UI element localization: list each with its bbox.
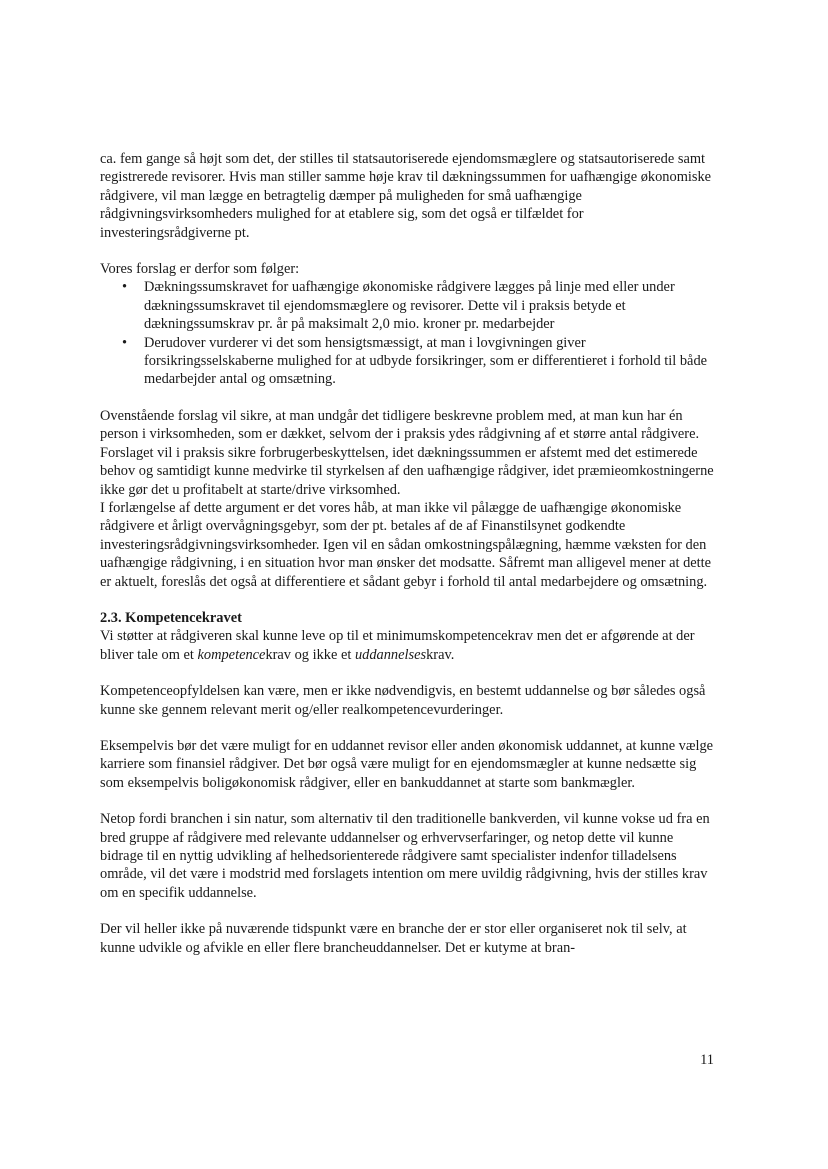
section-intro-part-a: Vi støtter at rådgiveren skal kunne leve op til et minimumskompetencekrav men det er afgørende at der bliver tale om et: [100, 628, 695, 663]
emphasis-uddannelses: uddannelses: [354, 646, 427, 663]
list-item: [100, 278, 714, 333]
list-item-text: Derudover vurderer vi det som hensigtsmæssigt, at man i lovgivningen giver forsikringsselskaberne mulighed for at udbyde forsikringer, som er differentieret i forhold til både medarbejder antal og omsætning.: [144, 334, 708, 388]
proposal-list: [100, 278, 714, 388]
paragraph-3: Ovenstående forslag vil sikre, at man undgår det tidligere beskrevne problem med, at man kun har én person i virksomheden, som er dækket, selvom der i praksis ydes rådgivning af et større antal rådgivere. Forslaget vil i praksis sikre forbrugerbeskyttelsen, idet dækningssummen er afstemt med det estimerede behov og samtidigt kunne medvirke til styrkelsen af den uafhængige rådgiver, idet præmieomkostningerne ikke gør det u profitabelt at starte/drive virksomhed.: [100, 407, 714, 498]
section-heading: 2.3. Kompetencekravet: [100, 609, 242, 626]
bullet-symbol: •: [122, 279, 128, 296]
section-intro: [100, 627, 714, 664]
list-item: [100, 334, 714, 389]
proposal-intro: Vores forslag er derfor som følger:: [100, 261, 300, 278]
page-number: 11: [700, 1052, 714, 1068]
paragraph-1: ca. fem gange så højt som det, der stilles til statsautoriserede ejendomsmæglere og statsautoriserede samt registrerede revisorer. Hvis man stiller samme høje krav til dækningssummen for uafhængige økonomiske rådgivere, vil man lægge en betragtelig dæmper på muligheden for små uafhængige rådgivningsvirksomheders mulighed for at etablere sig, som det også er tilfældet for investeringsrådgiverne pt.: [100, 151, 712, 241]
page-content: [100, 150, 714, 957]
section-intro-part-c: krav.: [426, 646, 455, 663]
section-intro-part-b: krav og ikke et: [265, 646, 355, 663]
paragraph-6: Eksempelvis bør det være muligt for en uddannet revisor eller anden økonomisk uddannet, at kunne vælge karriere som finansiel rådgiver. Det bør også være muligt for en ejendomsmægler at kunne nedsætte sig som eksempelvis boligøkonomisk rådgiver, eller en bankuddannet at starte som bankmægler.: [100, 737, 714, 791]
bullet-symbol: •: [122, 334, 128, 351]
emphasis-kompetence: kompetence: [197, 646, 266, 663]
paragraph-8: Der vil heller ikke på nuværende tidspunkt være en branche der er stor eller organiseret nok til selv, at kunne udvikle og afvikle en eller flere brancheuddannelser. Det er kutyme at bran-: [100, 921, 687, 956]
paragraph-7: Netop fordi branchen i sin natur, som alternativ til den traditionelle bankverden, vil kunne vokse ud fra en bred gruppe af rådgivere med relevante uddannelser og erhvervserfaringer, og netop dette vil kunne bidrage til en nyttig udvikling af helhedsorienterede rådgivere samt specialister indenfor tilladelsens område, vil det være i modstrid med forslagets intention om mere uvildig rådgivning, hvis der stilles krav om en specifik uddannelse.: [100, 811, 710, 901]
list-item-text: Dækningssumskravet for uafhængige økonomiske rådgivere lægges på linje med eller under dækningssumskravet til ejendomsmæglere og revisorer. Dette vil i praksis betyde et dækningssumskrav pr. år på maksimalt 2,0 mio. kroner pr. medarbejder: [144, 279, 675, 333]
paragraph-5: Kompetenceopfyldelsen kan være, men er ikke nødvendigvis, en bestemt uddannelse og bør således også kunne ske gennem relevant merit og/eller realkompetencevurderinger.: [100, 683, 706, 718]
paragraph-4: I forlængelse af dette argument er det vores håb, at man ikke vil pålægge de uafhængige økonomiske rådgivere et årligt overvågningsgebyr, som der pt. betales af de af Finanstilsynet godkendte investeringsrådgivningsvirksomheder. Igen vil en sådan omkostningspålægning, hæmme væksten for den uafhængige rådgivning, i en situation hvor man ønsker det modsatte. Såfremt man alligevel mener at dette er aktuelt, foreslås det også at differentiere et sådant gebyr i forhold til antal medarbejdere og omsætning.: [100, 499, 712, 590]
